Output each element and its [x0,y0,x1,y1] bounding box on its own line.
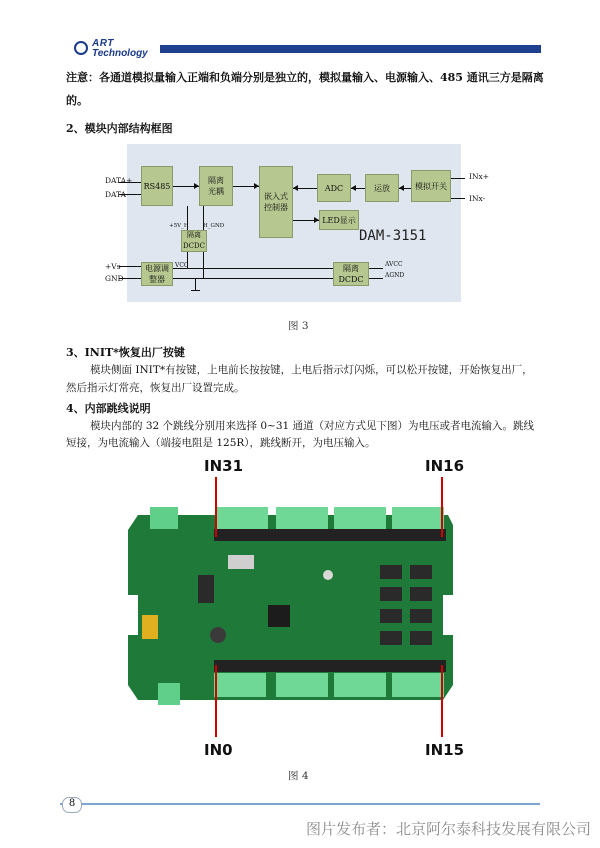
section4-body-2: 短接，为电流输入（端接电阻是 125R），跳线断开，为电压输入。 [66,437,376,449]
block-mcu: 嵌入式 控制器 [259,166,293,238]
label-h-gnd: H_GND [203,223,225,229]
section3-body-1: 模块侧面 INIT*有按键，上电前长按按键，上电后指示灯闪烁，可以松开按键，开始恢复出厂， [90,364,533,376]
block-rs485: RS485 [141,166,173,206]
label-vcc: VCC [175,262,189,269]
board-photo [118,455,465,760]
section2-heading: 2、模块内部结构框图 [66,122,173,135]
footer-line [60,803,540,805]
block-iso-dcdc-2: 隔离 DCDC [333,262,369,286]
publisher-watermark: 图片发布者：北京阿尔泰科技发展有限公司 [306,820,592,838]
block-mux: 模拟开关 [411,170,451,202]
pcb-illustration [118,455,465,760]
note-line-2: 的。 [66,94,88,107]
section3-heading: 3、INIT*恢复出厂按键 [66,346,185,359]
block-amp: 运放 [365,174,399,202]
label-gnd: GND [105,274,124,283]
indicator-line-in31 [215,477,217,537]
note-line-1: 注意：各通道模拟量输入正端和负端分别是独立的，模拟量输入、电源输入、485 通讯三方是隔离 [66,71,544,84]
label-agnd: AGND [385,272,405,279]
block-adc: ADC [317,174,351,202]
label-in15: IN15 [425,741,465,759]
indicator-line-in0 [215,665,217,737]
section4-heading: 4、内部跳线说明 [66,402,151,415]
company-logo [74,38,160,60]
block-diagram [105,144,490,302]
block-power-regulator: 电源调 整器 [141,262,173,286]
label-inx-plus: INx+ [469,172,490,181]
label-data-minus: DATA- [105,190,129,199]
figure3-caption: 图 3 [288,320,309,332]
section4-body-1: 模块内部的 32 个跳线分别用来选择 0~31 通道（对应方式见下图）为电压或者电流输入。跳线 [90,420,535,432]
header-bar [160,45,541,53]
logo-mark-icon [74,41,88,55]
indicator-line-in15 [441,665,443,737]
block-led: LED显示 [319,210,359,230]
block-iso-opto: 隔离 光耦 [199,166,233,206]
indicator-line-in16 [441,477,443,537]
label-5v-h: +5V_H [169,223,189,229]
model-name: DAM-3151 [359,228,427,244]
section3-body-2: 然后指示灯常亮，恢复出厂设置完成。 [66,382,245,394]
label-inx-minus: INx- [469,194,486,203]
label-in16: IN16 [425,457,465,475]
figure4-caption: 图 4 [288,770,309,782]
logo-text-art: ART [92,38,114,49]
label-in31: IN31 [204,457,244,475]
label-avcc: AVCC [385,261,403,268]
label-vs: +Vs [105,262,121,271]
block-iso-dcdc-1: 隔离 DCDC [181,230,207,252]
label-in0: IN0 [204,741,233,759]
logo-text-technology: Technology [92,48,148,59]
page-number: 8 [62,797,82,813]
label-data-plus: DATA+ [105,176,133,185]
